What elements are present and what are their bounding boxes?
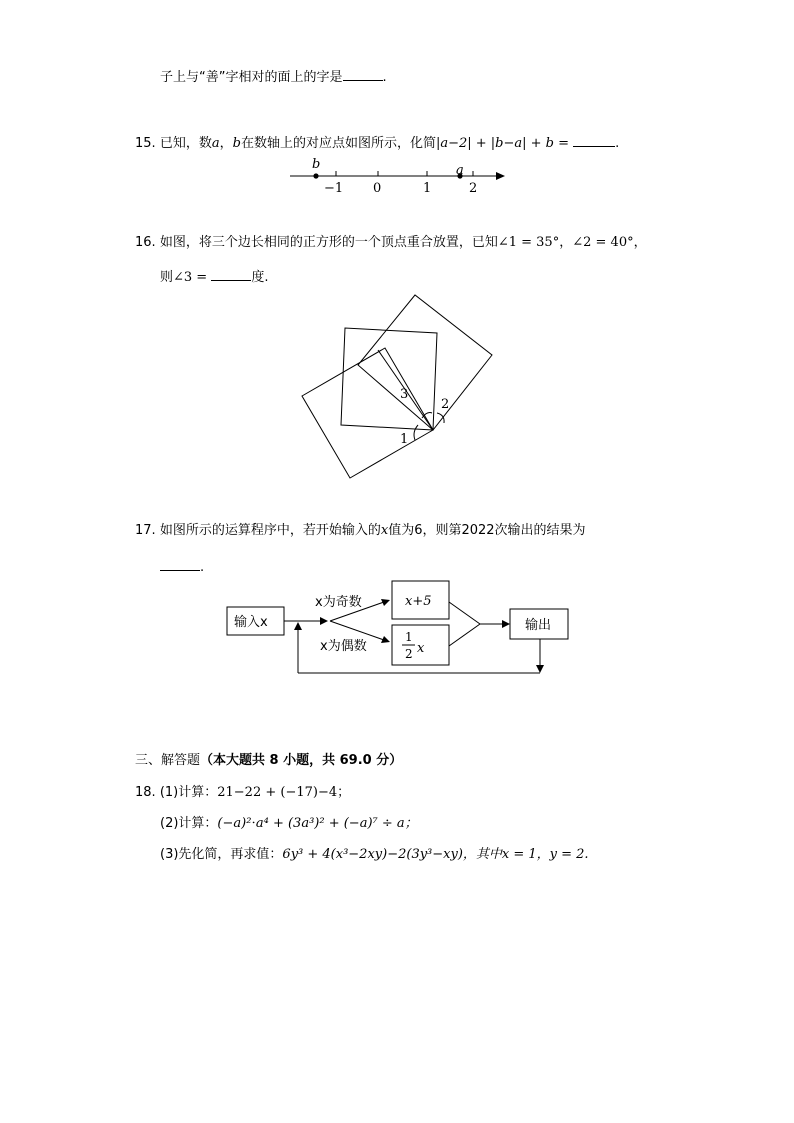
part-1-label: (1)计算： (159, 785, 218, 800)
angle-3-label: 3 (400, 387, 409, 402)
angle-2-value: ∠2 = 40° (572, 235, 634, 250)
question-number: 18. (135, 785, 156, 800)
q16-comma: ， (559, 235, 573, 250)
angle-2-label: 2 (441, 397, 450, 412)
q15-sep: ， (219, 136, 233, 151)
question-number: 16. (135, 235, 156, 250)
angle-1-value: ∠1 = 35° (497, 235, 560, 250)
odd-branch-label: x为奇数 (315, 595, 362, 610)
even-branch-label: x为偶数 (320, 639, 367, 654)
part-3-label: (3)先化简，再求值： (160, 847, 283, 862)
q14-text: 子上与 (160, 70, 200, 85)
question-18-part-3 (160, 846, 589, 864)
part-2-expression: (−a)²⋅a⁴ + (3a³)² + (−a)⁷ ÷ a； (217, 816, 418, 831)
question-18-part-2 (160, 815, 418, 833)
var-x: x (380, 523, 389, 538)
half-denominator: 2 (405, 647, 413, 661)
point-a-label: a (456, 163, 464, 178)
tick-label: 1 (423, 181, 432, 196)
part-2-label: (2)计算： (160, 816, 218, 831)
q16-comma-2: ， (633, 235, 647, 250)
section-title: 三、解答题 (135, 753, 201, 768)
q16-text-2: 则 (160, 270, 174, 285)
section-info: （本大题共 8 小题，共 69.0 分） (200, 753, 403, 768)
q14-text-b: 字相对的面上的字是 (225, 70, 343, 85)
q17-text-b: 值为6，则第2022次输出的结果为 (388, 523, 586, 538)
q16-text: 如图，将三个边长相同的正方形的一个顶点重合放置，已知 (159, 235, 498, 250)
q17-text: 如图所示的运算程序中，若开始输入的 (159, 523, 381, 538)
angle-1-label: 1 (400, 432, 409, 447)
tick-label: 0 (373, 181, 382, 196)
half-numerator: 1 (405, 630, 413, 644)
var-b: b (232, 136, 241, 151)
q15-lead: 已知，数 (159, 136, 212, 151)
q17-end: . (200, 560, 205, 575)
question-18 (135, 784, 350, 802)
input-box-label: 输入x (234, 615, 268, 630)
q15-mid: 在数轴上的对应点如图所示，化简 (240, 136, 436, 151)
op-add-label: x+5 (405, 594, 432, 609)
output-box-label: 输出 (525, 618, 552, 633)
question-number: 15. (135, 136, 156, 151)
q16-unit: 度. (251, 270, 269, 285)
part-3-expression: 6y³ + 4(x³−2xy)−2(3y³−xy)，其中x = 1，y = 2. (282, 847, 589, 862)
part-1-expression: 21−22 + (−17)−4； (217, 785, 351, 800)
point-b-label: b (312, 157, 321, 172)
q14-end: . (382, 70, 387, 85)
var-a: a (211, 136, 220, 151)
q15-expression: |a−2| + |b−a| + b = (435, 136, 570, 151)
section-3-title (135, 752, 402, 770)
angle-3-value: ∠3 = (173, 270, 208, 285)
q14-quote: “善” (199, 70, 226, 85)
tick-label: 2 (469, 181, 478, 196)
question-number: 17. (135, 523, 156, 538)
half-var: x (417, 641, 425, 656)
tick-label: −1 (324, 181, 344, 196)
q15-end: . (615, 136, 620, 151)
